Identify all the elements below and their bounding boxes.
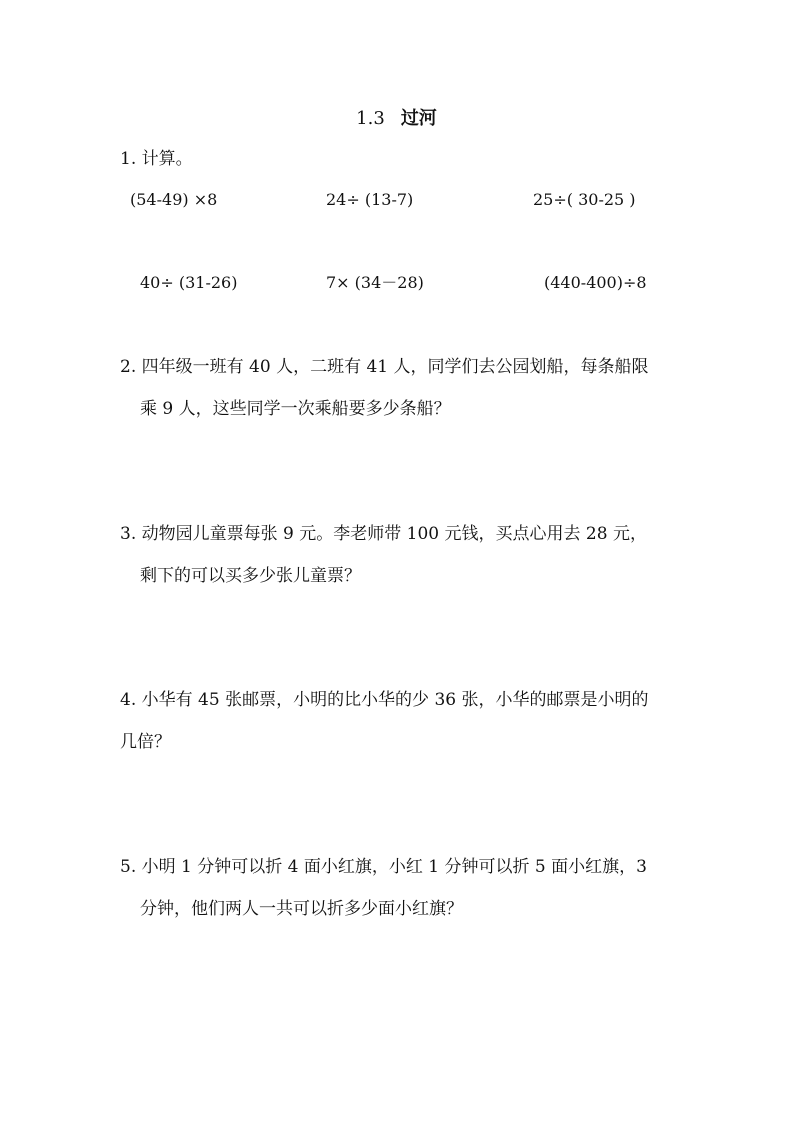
page-title xyxy=(0,104,793,130)
title-name: 过河 xyxy=(400,108,437,129)
expression-6: (440-400)÷8 xyxy=(544,273,647,292)
question-2-line-1: 2. 四年级一班有 40 人，二班有 41 人，同学们去公园划船，每条船限 xyxy=(120,357,649,377)
question-5-line-1: 5. 小明 1 分钟可以折 4 面小红旗，小红 1 分钟可以折 5 面小红旗，3 xyxy=(120,857,647,877)
question-1-label: 1. 计算。 xyxy=(120,149,193,169)
title-number: 1.3 xyxy=(356,108,385,129)
question-3-line-2: 剩下的可以买多少张儿童票？ xyxy=(140,566,361,586)
expression-1: (54-49) ×8 xyxy=(130,190,218,209)
expression-4: 40÷ (31-26) xyxy=(140,273,238,292)
expression-5: 7× (34－28) xyxy=(326,273,424,292)
question-4-line-1: 4. 小华有 45 张邮票，小明的比小华的少 36 张，小华的邮票是小明的 xyxy=(120,690,649,710)
question-2-line-2: 乘 9 人，这些同学一次乘船要多少条船？ xyxy=(140,399,451,419)
question-4-line-2: 几倍？ xyxy=(120,732,171,752)
expression-3: 25÷( 30-25 ) xyxy=(533,190,636,209)
question-3-line-1: 3. 动物园儿童票每张 9 元。李老师带 100 元钱，买点心用去 28 元， xyxy=(120,524,647,544)
expression-2: 24÷ (13-7) xyxy=(326,190,414,209)
question-5-line-2: 分钟，他们两人一共可以折多少面小红旗？ xyxy=(140,899,463,919)
